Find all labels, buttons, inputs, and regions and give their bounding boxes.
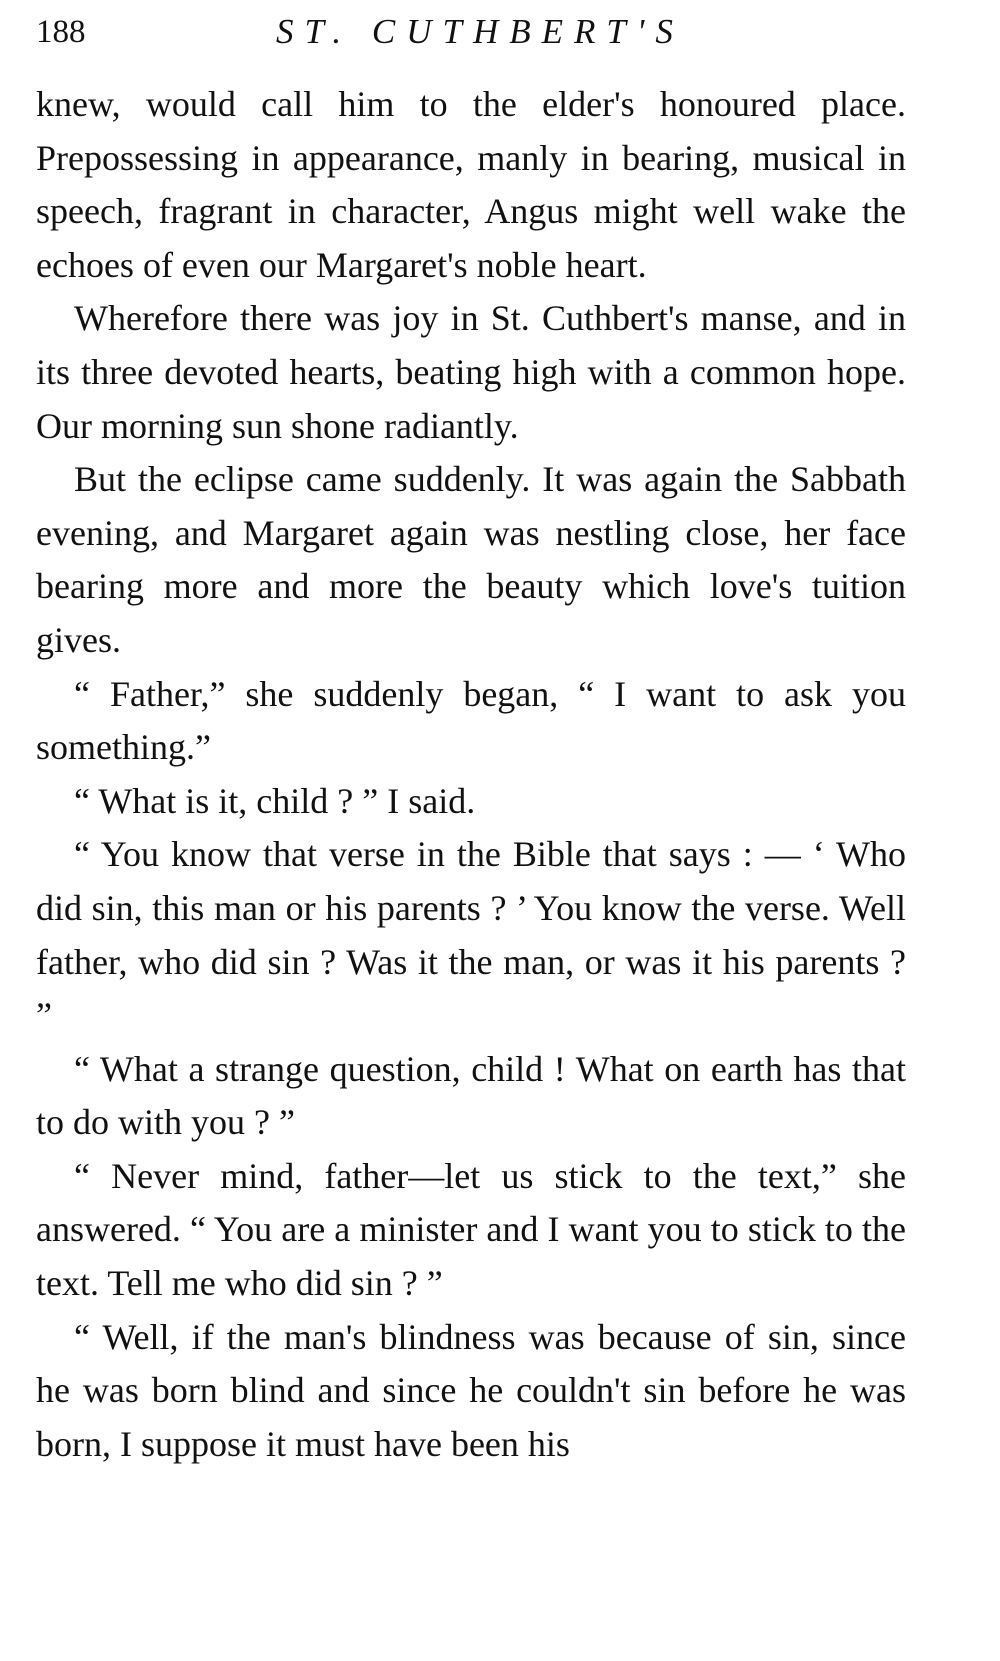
body-text (36, 78, 906, 1471)
running-title: ST. CUTHBERT'S (276, 12, 684, 51)
dialogue-paragraph: “ You know that verse in the Bible that says : — ‘ Who did sin, this man or his parents ? ’ You know the verse. Well father, who did sin ? Was it the man, or was it his parents ? ” (36, 834, 906, 1036)
running-head (36, 6, 906, 62)
dialogue-paragraph: “ Father,” she suddenly began, “ I want to ask you something.” (36, 673, 906, 768)
paragraph-continued: knew, would call him to the elder's honoured place. Prepossessing in appearance, manly in bearing, musical in speech, fragrant in character, Angus might well wake the echoes of even our Margaret's noble heart. (36, 84, 906, 285)
dialogue-paragraph: “ Never mind, father—let us stick to the text,” she answered. “ You are a minister and I want you to stick to the text. Tell me who did sin ? ” (36, 1155, 906, 1304)
dialogue-paragraph: “ What is it, child ? ” I said. (74, 780, 476, 821)
dialogue-paragraph: “ Well, if the man's blindness was because of sin, since he was born blind and since he couldn't sin before he was born, I suppose it must have been his (36, 1316, 906, 1464)
paragraph: Wherefore there was joy in St. Cuthbert's manse, and in its three devoted hearts, beating high with a common hope. Our morning sun shone radiantly. (36, 298, 906, 446)
paragraph: But the eclipse came suddenly. It was again the Sabbath evening, and Margaret again was nestling close, her face bearing more and more the beauty which love's tuition gives. (36, 459, 906, 660)
book-page (36, 0, 906, 1661)
dialogue-paragraph: “ What a strange question, child ! What on earth has that to do with you ? ” (36, 1048, 906, 1143)
page-number: 188 (36, 14, 86, 50)
